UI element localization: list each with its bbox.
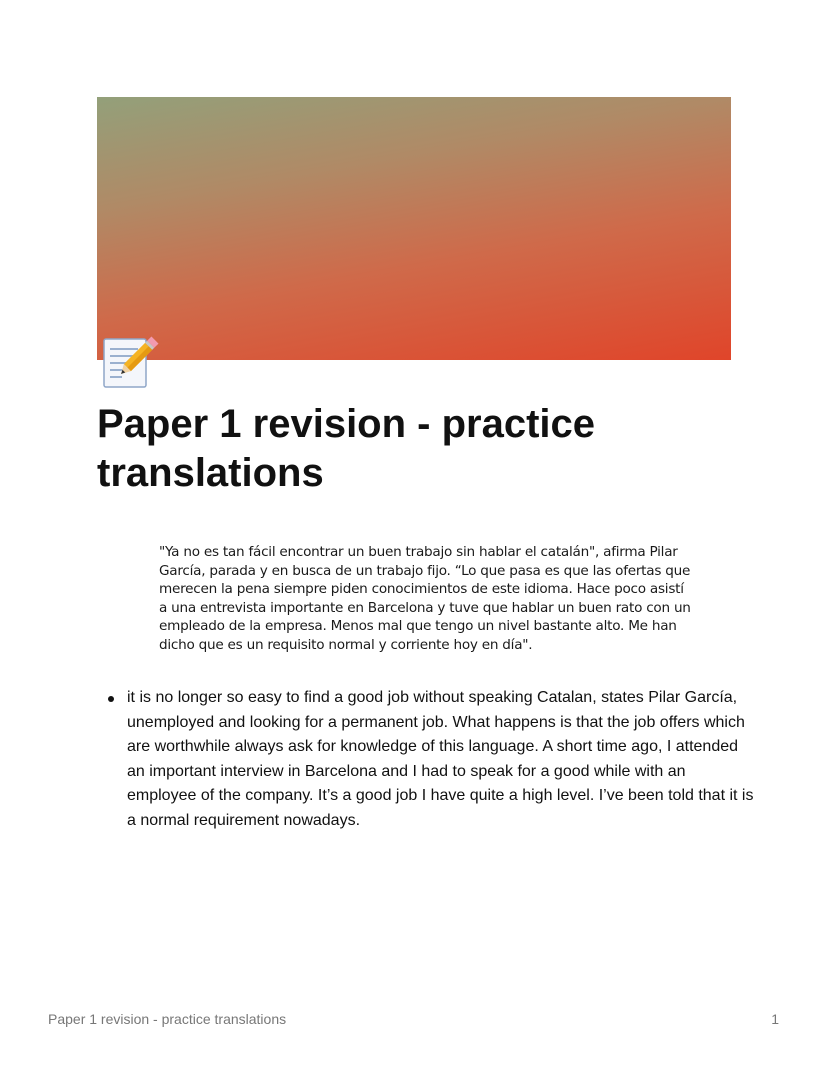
spanish-quote-text: "Ya no es tan fácil encontrar un buen trabajo sin hablar el catalán", afirma Pilar García, parada y en busca de un trabajo fijo. “Lo que pasa es que las ofertas que merecen la pena siempre piden conocimientos de este idioma. Hace poco asistí a una entrevista importante en Barcelona y tuve que hablar un buen rato con un empleado de la empresa. Menos mal que tengo un nivel bastante alto. Me han dicho que es un requisito normal y corriente hoy en día". [159,544,691,653]
bullet-icon [108,696,114,702]
page-title: Paper 1 revision - practice translations [97,402,596,495]
translation-text: it is no longer so easy to find a good job without speaking Catalan, states Pilar García, unemployed and looking for a permanent job. What happens is that the job offers which are worthwhile always ask for knowledge of this language. A short time ago, I attended an important interview in Barcelona and I had to speak for a good while with an employee of the company. It’s a good job I have quite a high level. I’ve been told that it is a normal requirement nowadays. [127,689,754,829]
translation-list [97,686,757,834]
memo-pencil-icon [100,331,162,393]
list-item [127,686,757,834]
cover-image [97,97,731,360]
page-number: 1 [771,1011,779,1027]
footer-title: Paper 1 revision - practice translations [48,1011,287,1027]
